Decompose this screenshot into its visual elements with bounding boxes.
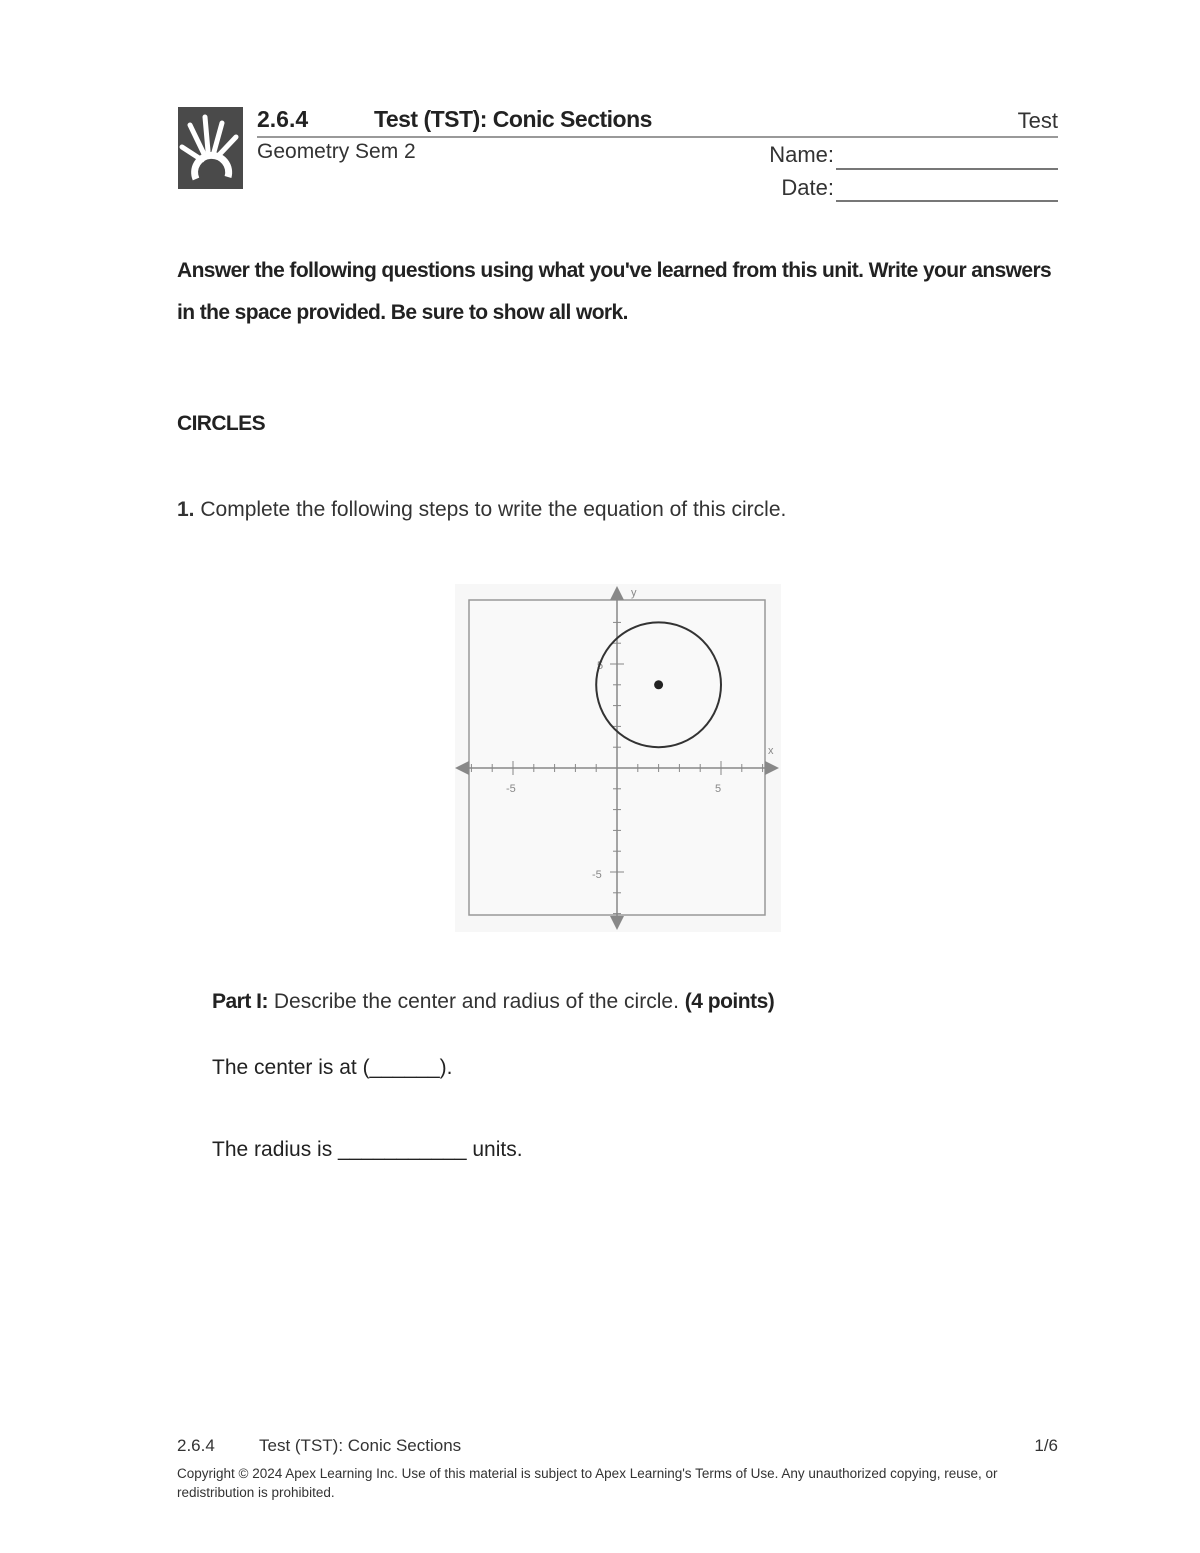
part-1-text: Describe the center and radius of the circle. <box>273 990 679 1013</box>
circle-graph <box>455 584 781 932</box>
course-name: Geometry Sem 2 <box>257 140 416 163</box>
tick-label-y-neg: -5 <box>592 869 602 881</box>
date-field[interactable] <box>836 200 1058 202</box>
part-1-label: Part I: <box>212 990 269 1013</box>
apex-learning-logo <box>178 107 243 189</box>
copyright-notice: Copyright © 2024 Apex Learning Inc. Use of this material is subject to Apex Learning's Terms of Use. Any unauthorized copying, reuse, or redistribution is prohibited. <box>177 1466 998 1500</box>
document-type: Test <box>1017 108 1058 133</box>
tick-label-y-pos: 5 <box>597 660 604 672</box>
name-label: Name: <box>769 142 834 167</box>
lesson-code: 2.6.4 <box>257 106 309 132</box>
section-heading: CIRCLES <box>177 412 265 435</box>
tick-label-x-neg: -5 <box>506 783 516 795</box>
part-1 <box>212 990 774 1014</box>
center-prompt[interactable]: The center is at (______). <box>212 1056 453 1079</box>
radius-prompt[interactable]: The radius is ___________ units. <box>212 1138 523 1161</box>
y-axis-label: y <box>631 587 637 599</box>
header-rule <box>257 136 1058 138</box>
date-label: Date: <box>781 175 834 200</box>
center-point <box>654 680 663 689</box>
footer-lesson-code: 2.6.4 <box>177 1436 215 1455</box>
question-text: Complete the following steps to write the equation of this circle. <box>200 498 787 521</box>
question-1 <box>177 498 786 522</box>
x-axis-label: x <box>768 745 774 757</box>
question-number: 1. <box>177 498 195 521</box>
name-field[interactable] <box>836 168 1058 170</box>
footer-title: Test (TST): Conic Sections <box>259 1436 462 1455</box>
tick-label-x-pos: 5 <box>715 783 722 795</box>
page-number: 1/6 <box>1034 1436 1058 1455</box>
instructions: Answer the following questions using what you've learned from this unit. Write your answers in the space provided. Be sure to show all work. <box>177 259 1052 324</box>
test-title: Test (TST): Conic Sections <box>374 106 652 132</box>
part-1-points: (4 points) <box>684 990 775 1013</box>
